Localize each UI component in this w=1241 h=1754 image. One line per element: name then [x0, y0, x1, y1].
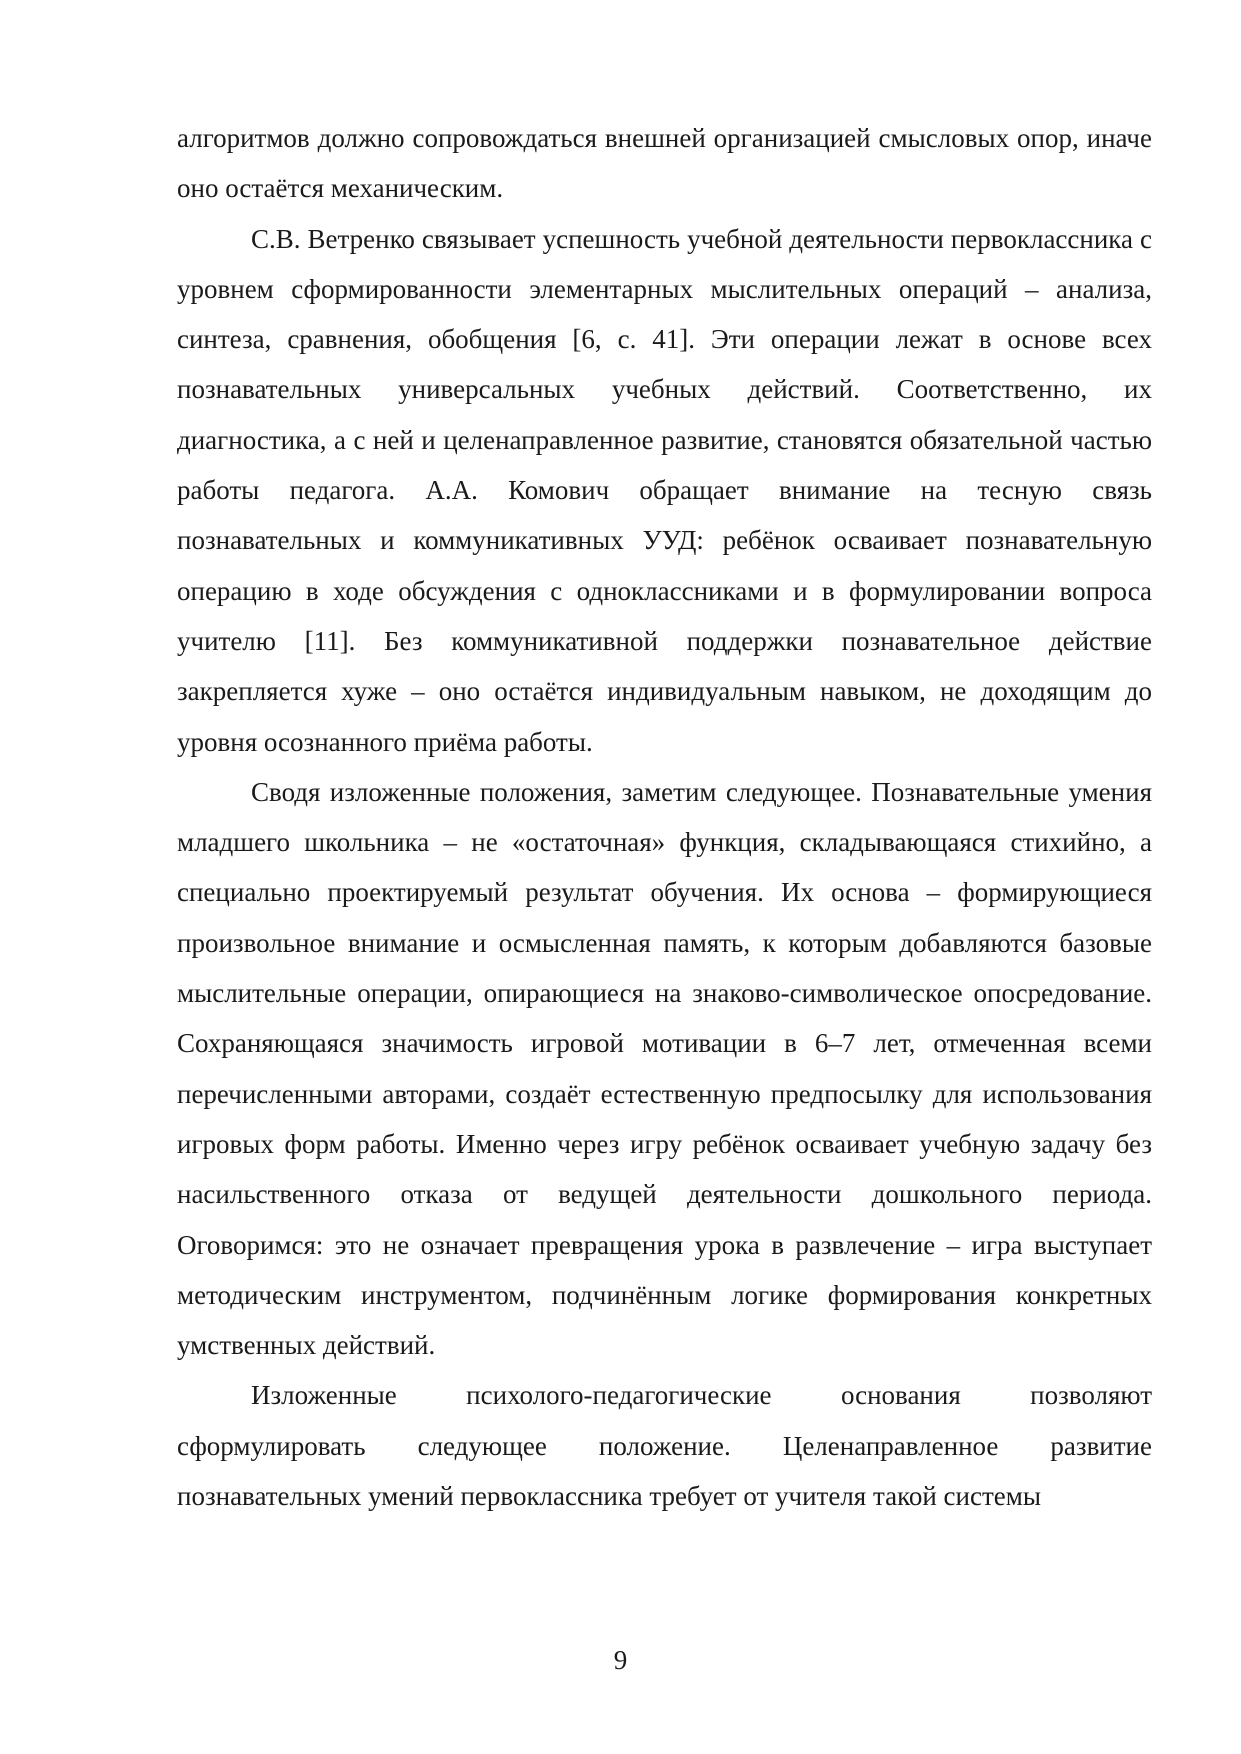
page-number: 9	[613, 1645, 628, 1675]
paragraph-summary: Сводя изложенные положения, заметим следующее. Познавательные умения младшего школьника – не «остаточная» функция, складывающаяся стихийно, а специально проектируемый результат обучения. Их основа – формирующиеся произвольное внимание и осмысленная память, к которым добавляются базовые мыслительные операции, опирающиеся на знаково-символическое опосредование. Сохраняющаяся значимость игровой мотивации в 6–7 лет, отмеченная всеми перечисленными авторами, создаёт естественную предпосылку для использования игровых форм работы. Именно через игру ребёнок осваивает учебную задачу без насильственного отказа от ведущей деятельности дошкольного периода. Оговоримся: это не означает превращения урока в развлечение – игра выступает методическим инструментом, подчинённым логике формирования конкретных умственных действий.	[177, 776, 1152, 1361]
paragraph-conclusion: Изложенные психолого-педагогические основания позволяют сформулировать следующее положение. Целенаправленное развитие познавательных умений первоклассника требует от учителя такой системы	[177, 1380, 1152, 1512]
paragraph-vetrenko: С.В. Ветренко связывает успешность учебной деятельности первоклассника с уровнем сформированности элементарных мыслительных операций – анализа, синтеза, сравнения, обобщения [6, с. 41]. Эти операции лежат в основе всех познавательных универсальных учебных действий. Соответственно, их диагностика, а с ней и целенаправленное развитие, становятся обязательной частью работы педагога. А.А. Комович обращает внимание на тесную связь познавательных и коммуникативных УУД: ребёнок осваивает познавательную операцию в ходе обсуждения с одноклассниками и в формулировании вопроса учителю [11]. Без коммуникативной поддержки познавательное действие закрепляется хуже – оно остаётся индивидуальным навыком, не доходящим до уровня осознанного приёма работы.	[177, 223, 1152, 757]
paragraph-continuation: алгоритмов должно сопровождаться внешней организацией смысловых опор, иначе оно остаётся механическим.	[177, 123, 1152, 204]
body-text	[177, 113, 1152, 1521]
